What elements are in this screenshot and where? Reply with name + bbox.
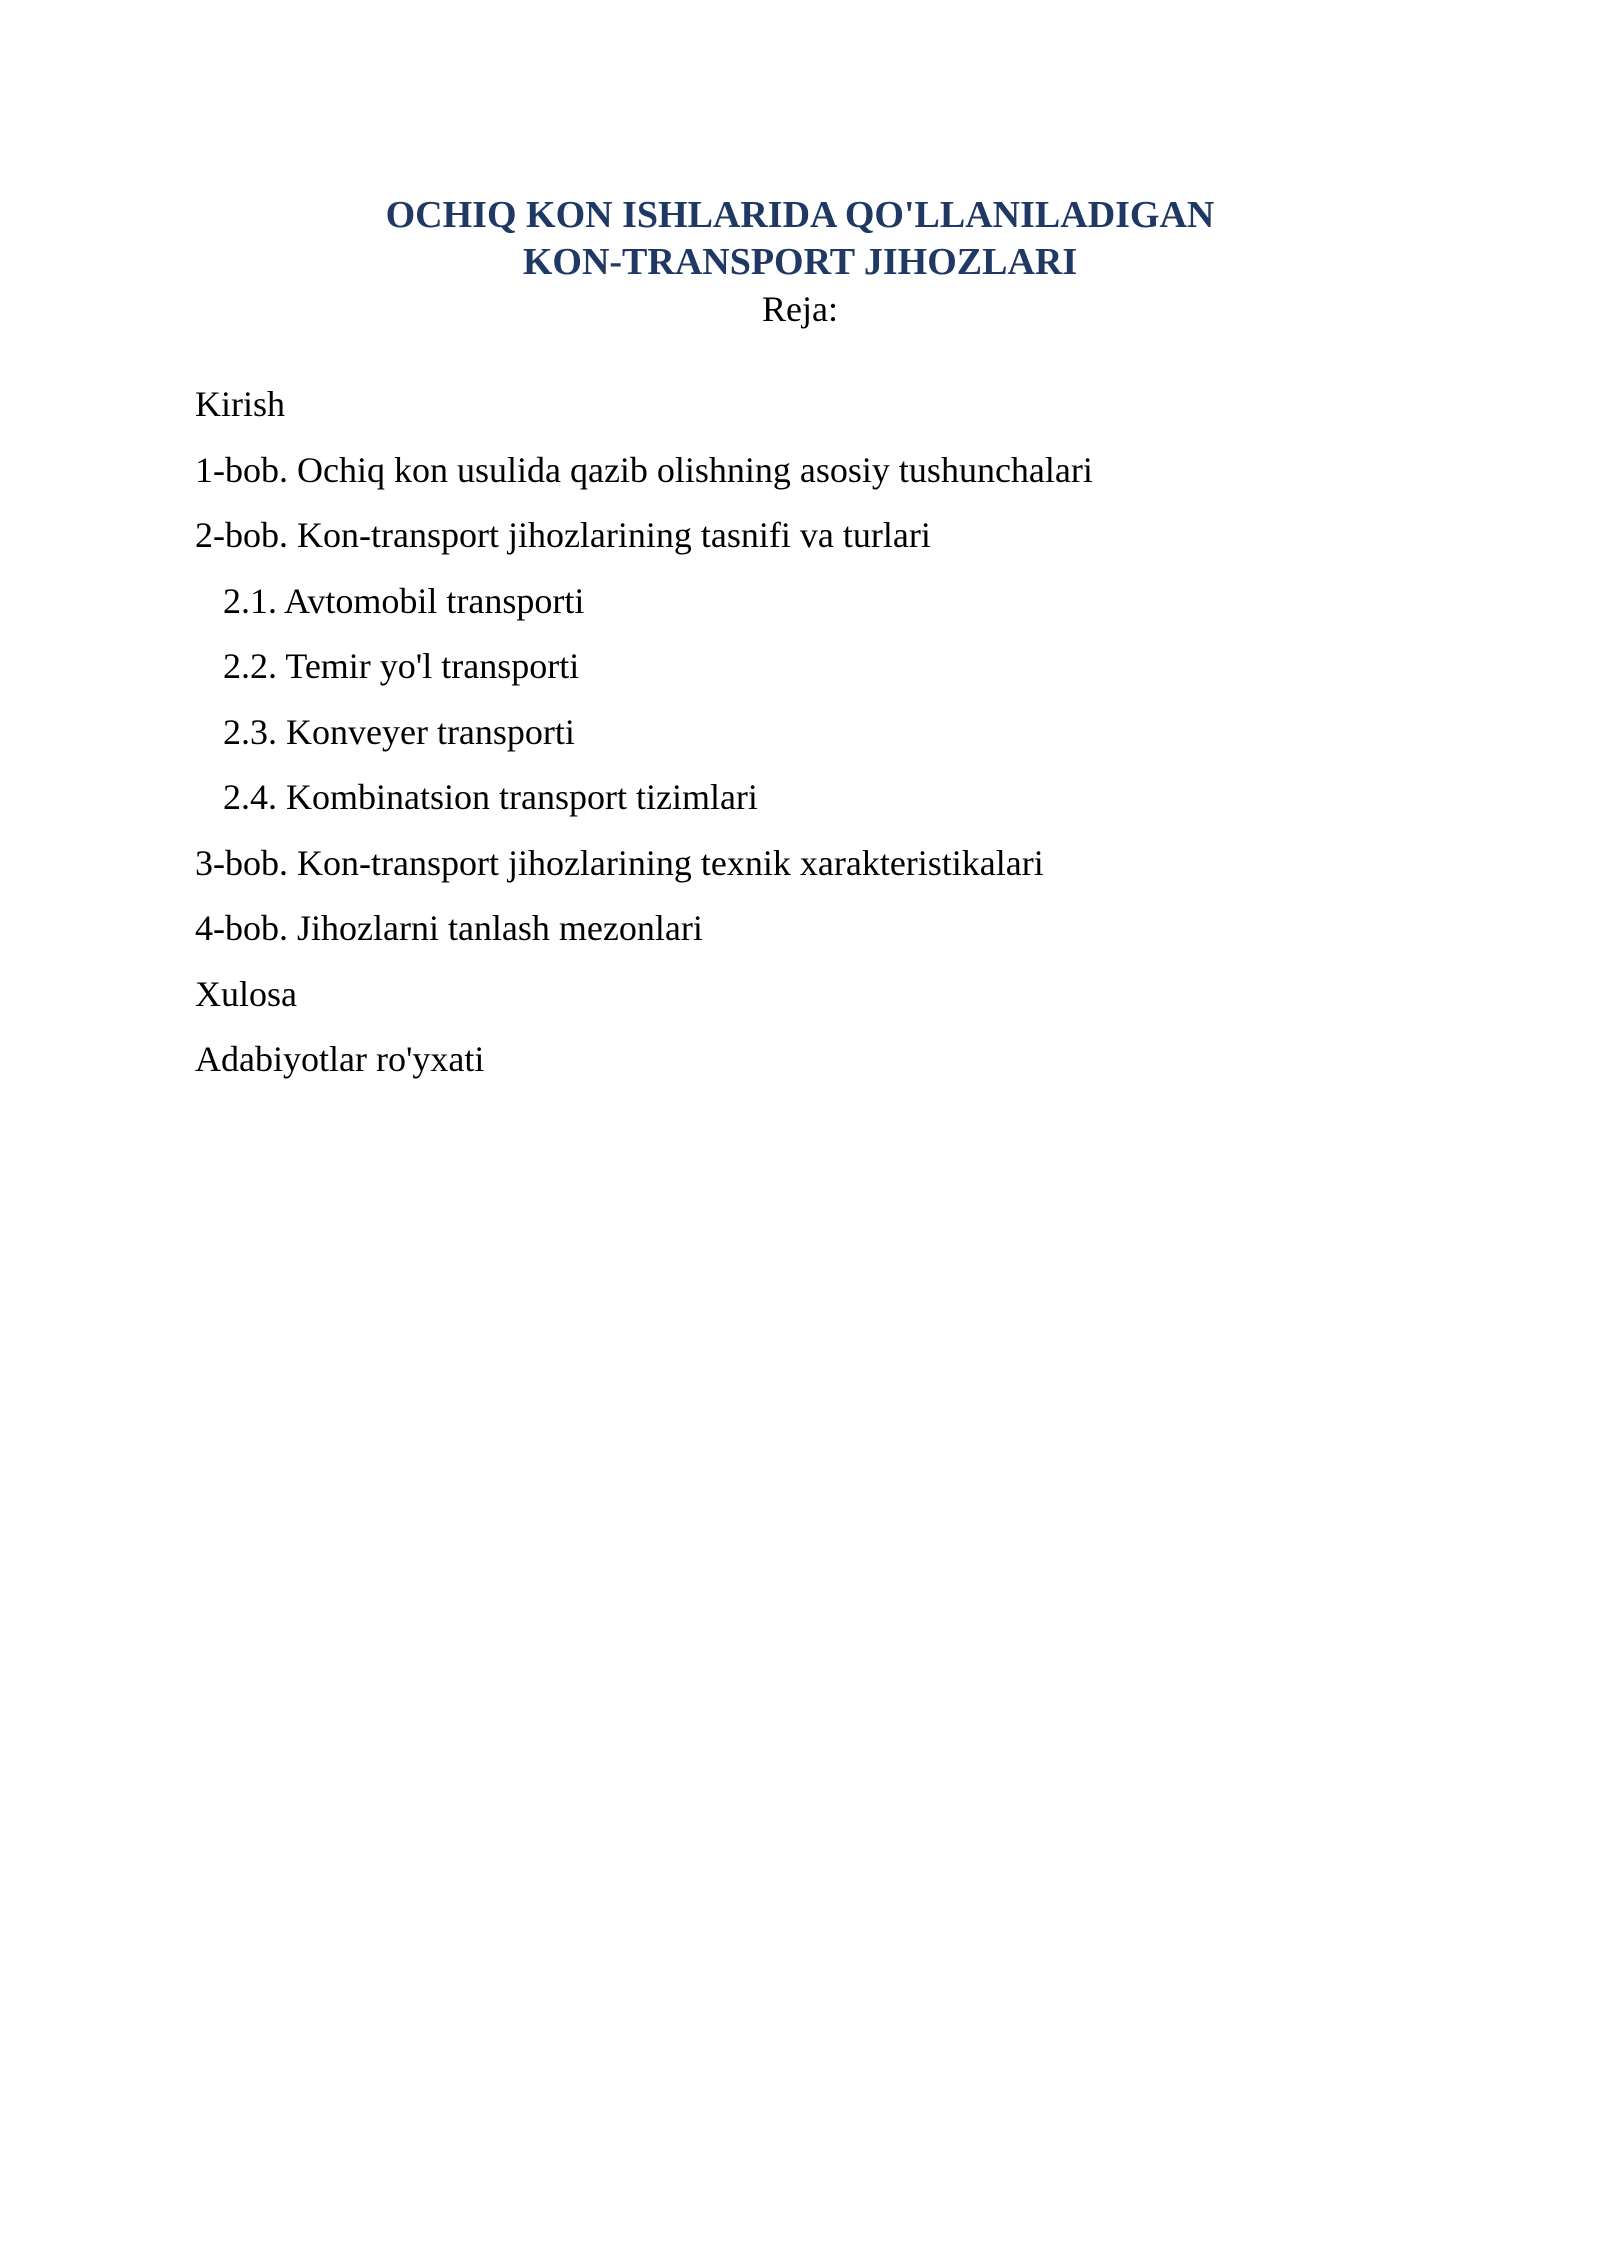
toc-item-introduction: Kirish <box>195 384 285 424</box>
title-block <box>0 192 1600 332</box>
table-of-contents <box>195 372 1445 1093</box>
toc-item-references: Adabiyotlar ro'yxati <box>195 1039 485 1079</box>
toc-item-section-2-4: 2.4. Kombinatsion transport tizimlari <box>223 777 758 817</box>
toc-item-chapter-2: 2-bob. Kon-transport jihozlarining tasnifi va turlari <box>195 515 931 555</box>
toc-item-section-2-3: 2.3. Konveyer transporti <box>223 711 575 752</box>
toc-item-chapter-4: 4-bob. Jihozlarni tanlash mezonlari <box>195 908 703 948</box>
toc-item-chapter-3: 3-bob. Kon-transport jihozlarining texnik xarakteristikalari <box>195 842 1044 883</box>
toc-item-conclusion: Xulosa <box>195 973 297 1014</box>
toc-item-section-2-1: 2.1. Avtomobil transporti <box>223 580 585 621</box>
toc-item-section-2-2: 2.2. Temir yo'l transporti <box>223 646 580 686</box>
plan-heading: Reja: <box>762 289 838 329</box>
toc-item-chapter-1: 1-bob. Ochiq kon usulida qazib olishning asosiy tushunchalari <box>195 449 1093 490</box>
document-title-line-2: KON-TRANSPORT JIHOZLARI <box>522 241 1078 283</box>
document-title-line-1: OCHIQ KON ISHLARIDA QO'LLANILADIGAN <box>385 194 1215 236</box>
